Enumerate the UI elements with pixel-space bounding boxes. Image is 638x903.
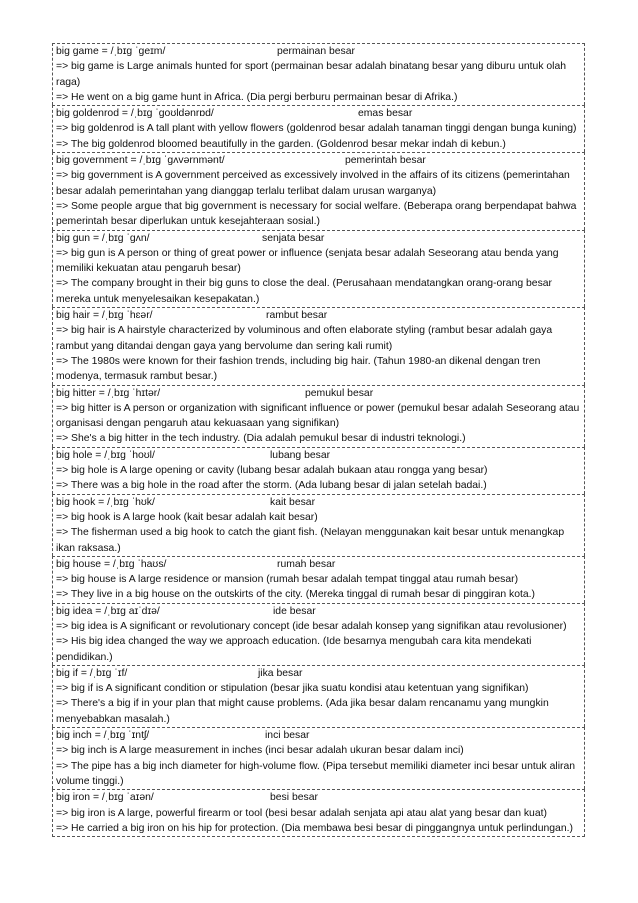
entry-term: big gun = /ˌbɪɡ ˈɡʌn/ (56, 232, 150, 244)
entry-term: big idea = /ˌbɪɡ aɪˈdɪə/ (56, 605, 160, 617)
dictionary-entry (52, 665, 585, 727)
entry-example: => The fisherman used a big hook to catch the giant fish. (Nelayan menggunakan kait besar untuk menangkap ikan raksasa.) (56, 527, 565, 554)
entry-translation: lubang besar (270, 449, 331, 461)
entry-translation: inci besar (265, 730, 310, 742)
dictionary-entry (52, 230, 585, 307)
entry-definition: => big iron is A large, powerful firearm or tool (besi besar adalah senjata api atau alat yang besar dan kuat) (56, 807, 547, 819)
entry-headline (56, 44, 582, 59)
entry-translation: emas besar (358, 108, 413, 120)
entry-translation: jika besar (258, 667, 303, 679)
entry-term: big if = /ˌbɪɡ ˈɪf/ (56, 667, 128, 679)
entry-example: => He carried a big iron on his hip for protection. (Dia membawa besi besar di pinggangnya untuk perlindungan.) (56, 822, 573, 834)
entry-example: => Some people argue that big government is necessary for social welfare. (Beberapa orang berpendapat bahwa pemerintah besar diperlukan untuk kesejahteraan sosial.) (56, 200, 577, 228)
dictionary-entry (52, 789, 585, 837)
entry-example: => The pipe has a big inch diameter for high-volume flow. (Pipa tersebut memiliki diameter inci besar untuk aliran volume tinggi.) (56, 760, 576, 787)
entry-term: big iron = /ˌbɪɡ ˈaɪən/ (56, 792, 154, 804)
dictionary-entry (52, 494, 585, 556)
entry-term: big hook = /ˌbɪɡ ˈhʊk/ (56, 496, 155, 508)
entry-definition: => big hook is A large hook (kait besar adalah kait besar) (56, 511, 318, 523)
dictionary-entry (52, 105, 585, 152)
dictionary-entry (52, 307, 585, 384)
entry-headline (56, 231, 582, 246)
entry-term: big game = /ˌbɪɡ ˈɡeɪm/ (56, 46, 166, 57)
entry-definition: => big goldenrod is A tall plant with yellow flowers (goldenrod besar adalah tanaman tinggi dengan bunga kuning) (56, 123, 577, 135)
entry-term: big inch = /ˌbɪɡ ˈɪntʃ/ (56, 730, 150, 742)
entry-headline (56, 106, 582, 121)
entry-translation: rumah besar (277, 558, 336, 570)
entry-headline (56, 153, 582, 168)
entry-translation: besi besar (270, 792, 318, 804)
entry-example: => The company brought in their big guns to close the deal. (Perusahaan mendatangkan orang-orang besar mereka untuk menyelesaikan kesepakatan.) (56, 278, 553, 305)
entry-definition: => big gun is A person or thing of great power or influence (senjata besar adalah Seseorang atau benda yang memiliki kekuatan atau pengaruh besar) (56, 247, 559, 275)
entry-definition: => big if is A significant condition or stipulation (besar jika suatu kondisi atau ketentuan yang signifikan) (56, 683, 529, 695)
entry-translation: rambut besar (266, 310, 328, 322)
entry-example: => The 1980s were known for their fashion trends, including big hair. (Tahun 1980-an dikenal dengan tren modenya, termasuk rambut besar.) (56, 355, 541, 383)
dictionary-entry (52, 385, 585, 447)
entry-example: => He went on a big game hunt in Africa. (Dia pergi berburu permainan besar di Afrika.) (56, 91, 458, 103)
entry-headline (56, 448, 582, 463)
entry-headline (56, 557, 582, 572)
entry-headline (56, 790, 582, 805)
entry-translation: permainan besar (277, 46, 355, 57)
dictionary-list (52, 43, 585, 837)
dictionary-entry (52, 447, 585, 494)
dictionary-entry (52, 603, 585, 665)
dictionary-entry (52, 727, 585, 789)
entry-definition: => big hair is A hairstyle characterized by voluminous and often elaborate styling (rambut besar adalah gaya rambut yang ditandai dengan gaya yang bervolume dan sering kali rumit) (56, 325, 553, 352)
entry-headline (56, 728, 582, 743)
entry-translation: kait besar (270, 496, 316, 508)
entry-headline (56, 604, 582, 619)
dictionary-entry (52, 556, 585, 603)
entry-example: => The big goldenrod bloomed beautifully in the garden. (Goldenrod besar mekar indah di kebun.) (56, 138, 506, 150)
entry-term: big hair = /ˌbɪɡ ˈhɛər/ (56, 310, 153, 322)
entry-term: big goldenrod = /ˌbɪɡ ˈɡoʊldənrɒd/ (56, 108, 214, 120)
entry-example: => There's a big if in your plan that might cause problems. (Ada jika besar dalam rencanamu yang mungkin menyebabkan masalah.) (56, 698, 549, 725)
entry-definition: => big game is Large animals hunted for sport (permainan besar adalah binatang besar yang diburu untuk olah raga) (56, 61, 567, 88)
entry-headline (56, 495, 582, 510)
entry-term: big hitter = /ˌbɪɡ ˈhɪtər/ (56, 387, 161, 399)
entry-definition: => big house is A large residence or mansion (rumah besar adalah tempat tinggal atau rumah besar) (56, 574, 519, 586)
entry-example: => They live in a big house on the outskirts of the city. (Mereka tinggal di rumah besar di pinggiran kota.) (56, 589, 535, 601)
entry-example: => She's a big hitter in the tech industry. (Dia adalah pemukul besar di industri teknologi.) (56, 433, 466, 445)
entry-term: big government = /ˌbɪɡ ˈɡʌvərnmənt/ (56, 155, 225, 167)
entry-translation: senjata besar (262, 232, 325, 244)
entry-example: => His big idea changed the way we approach education. (Ide besarnya mengubah cara kita mendekati pendidikan.) (56, 636, 532, 663)
dictionary-entry (52, 43, 585, 105)
entry-term: big house = /ˌbɪɡ ˈhaʊs/ (56, 558, 167, 570)
entry-headline (56, 386, 582, 401)
entry-definition: => big idea is A significant or revolutionary concept (ide besar adalah konsep yang signifikan atau revolusioner) (56, 620, 567, 632)
entry-definition: => big hole is A large opening or cavity (lubang besar adalah bukaan atau rongga yang besar) (56, 465, 488, 477)
dictionary-entry (52, 152, 585, 229)
entry-translation: pemerintah besar (345, 155, 426, 167)
entry-definition: => big inch is A large measurement in inches (inci besar adalah ukuran besar dalam inci) (56, 745, 464, 757)
entry-translation: pemukul besar (305, 387, 374, 399)
entry-headline (56, 308, 582, 323)
entry-example: => There was a big hole in the road after the storm. (Ada lubang besar di jalan setelah badai.) (56, 480, 487, 492)
entry-term: big hole = /ˌbɪɡ ˈhoʊl/ (56, 449, 155, 461)
entry-headline (56, 666, 582, 681)
entry-translation: ide besar (273, 605, 316, 617)
entry-definition: => big government is A government perceived as excessively involved in the affairs of its citizens (pemerintahan besar adalah pemerintahan yang dianggap terlalu terlibat dalam urusan warganya) (56, 170, 570, 197)
entry-definition: => big hitter is A person or organization with significant influence or power (pemukul besar adalah Seseorang atau organisasi dengan pengaruh atau kekuasaan yang signifikan) (56, 402, 580, 430)
